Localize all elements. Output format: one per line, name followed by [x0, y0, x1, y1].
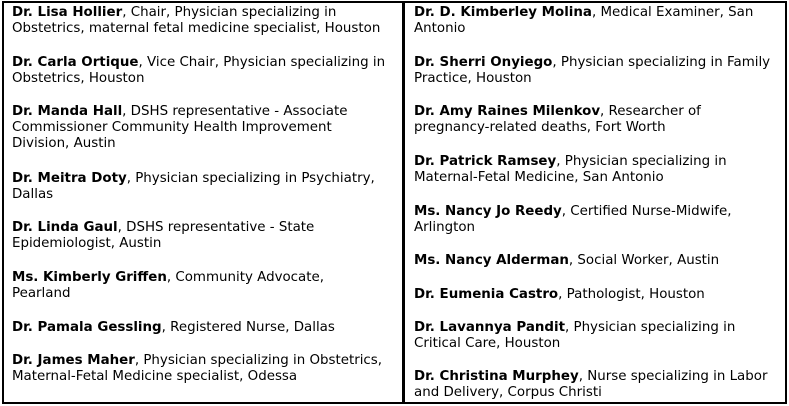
member-line-1: [12, 171, 375, 187]
member-role: , Community Advocate,: [166, 270, 324, 285]
member-line-1: [414, 154, 727, 170]
member-entry: [414, 253, 719, 269]
member-entry: [12, 320, 335, 336]
member-line-2: Maternal-Fetal Medicine specialist, Odessa: [12, 369, 298, 384]
member-name: Dr. Pamala Gessling: [12, 320, 162, 335]
member-name: Dr. Eumenia Castro: [414, 287, 559, 302]
member-entry: [414, 154, 727, 186]
member-role: , Physician specializing in Obstetrics,: [134, 353, 383, 368]
member-name: Dr. Manda Hall: [12, 104, 123, 119]
member-name: Dr. Sherri Onyiego: [414, 55, 553, 70]
member-entry: [12, 104, 347, 152]
member-line-1: [414, 5, 753, 21]
member-name: Dr. Linda Gaul: [12, 220, 118, 235]
member-name: Dr. Christina Murphey: [414, 369, 579, 384]
member-role: , Pathologist, Houston: [558, 287, 705, 302]
member-role: , DSHS representative - Associate: [122, 104, 348, 119]
member-line-1: [414, 104, 701, 120]
member-role: , Chair, Physician specializing in: [122, 5, 337, 20]
member-role: , Physician specializing in Psychiatry,: [126, 171, 375, 186]
member-line-1: [12, 5, 380, 21]
member-role: , DSHS representative - State: [117, 220, 315, 235]
member-line-1: [414, 253, 719, 269]
member-line-2: Obstetrics, maternal fetal medicine specialist, Houston: [12, 21, 381, 36]
member-line-1: [12, 104, 347, 120]
member-name: Dr. D. Kimberley Molina: [414, 5, 592, 20]
member-name: Dr. Patrick Ramsey: [414, 154, 557, 169]
member-name: Dr. Lisa Hollier: [12, 5, 123, 20]
member-entry: [414, 287, 705, 303]
member-line-1: [12, 270, 324, 286]
member-name: Ms. Nancy Jo Reedy: [414, 204, 562, 219]
member-line-2: Practice, Houston: [414, 71, 532, 86]
member-role: , Nurse specializing in Labor: [578, 369, 768, 384]
member-entry: [414, 104, 701, 136]
member-name: Dr. James Maher: [12, 353, 135, 368]
member-line-1: [414, 287, 705, 303]
member-role: , Vice Chair, Physician specializing in: [138, 55, 386, 70]
member-line-2: Maternal-Fetal Medicine, San Antonio: [414, 170, 664, 185]
member-role: , Registered Nurse, Dallas: [161, 320, 335, 335]
member-name: Dr. Meitra Doty: [12, 171, 127, 186]
member-line-2: pregnancy-related deaths, Fort Worth: [414, 120, 666, 135]
member-line-1: [414, 204, 732, 220]
member-entry: [12, 171, 375, 203]
member-name: Ms. Kimberly Griffen: [12, 270, 167, 285]
member-entry: [414, 55, 770, 87]
member-line-1: [12, 353, 382, 369]
member-line-2: Obstetrics, Houston: [12, 71, 145, 86]
member-name: Dr. Amy Raines Milenkov: [414, 104, 601, 119]
member-role: , Researcher of: [600, 104, 701, 119]
member-line-2: Critical Care, Houston: [414, 336, 561, 351]
member-line-1: [12, 220, 314, 236]
member-line-1: [12, 320, 335, 336]
member-entry: [414, 204, 732, 236]
member-line-1: [414, 320, 735, 336]
member-role: , Physician specializing in Family: [552, 55, 771, 70]
member-entry: [12, 5, 380, 37]
member-entry: [414, 369, 767, 401]
member-line-2: Antonio: [414, 21, 466, 36]
member-entry: [12, 55, 385, 87]
member-name: Dr. Carla Ortique: [12, 55, 139, 70]
member-role: , Certified Nurse-Midwife,: [561, 204, 732, 219]
member-line-1: [12, 55, 385, 71]
member-role: , Medical Examiner, San: [591, 5, 754, 20]
member-line-1: [414, 55, 770, 71]
member-entry: [12, 270, 324, 302]
member-line-2: Arlington: [414, 220, 476, 235]
member-entry: [414, 320, 735, 352]
member-line-2: and Delivery, Corpus Christi: [414, 385, 602, 400]
member-line-1: [414, 369, 767, 385]
member-line-2: Dallas: [12, 187, 54, 202]
member-line-3: Division, Austin: [12, 136, 116, 151]
member-role: , Social Worker, Austin: [568, 253, 720, 268]
member-entry: [12, 353, 382, 385]
member-entry: [12, 220, 314, 252]
member-line-2: Epidemiologist, Austin: [12, 236, 162, 251]
member-line-2: Pearland: [12, 286, 71, 301]
member-role: , Physician specializing in: [564, 320, 736, 335]
member-line-2: Commissioner Community Health Improvement: [12, 120, 332, 135]
member-role: , Physician specializing in: [556, 154, 727, 169]
member-entry: [414, 5, 753, 37]
member-name: Ms. Nancy Alderman: [414, 253, 569, 268]
member-name: Dr. Lavannya Pandit: [414, 320, 565, 335]
